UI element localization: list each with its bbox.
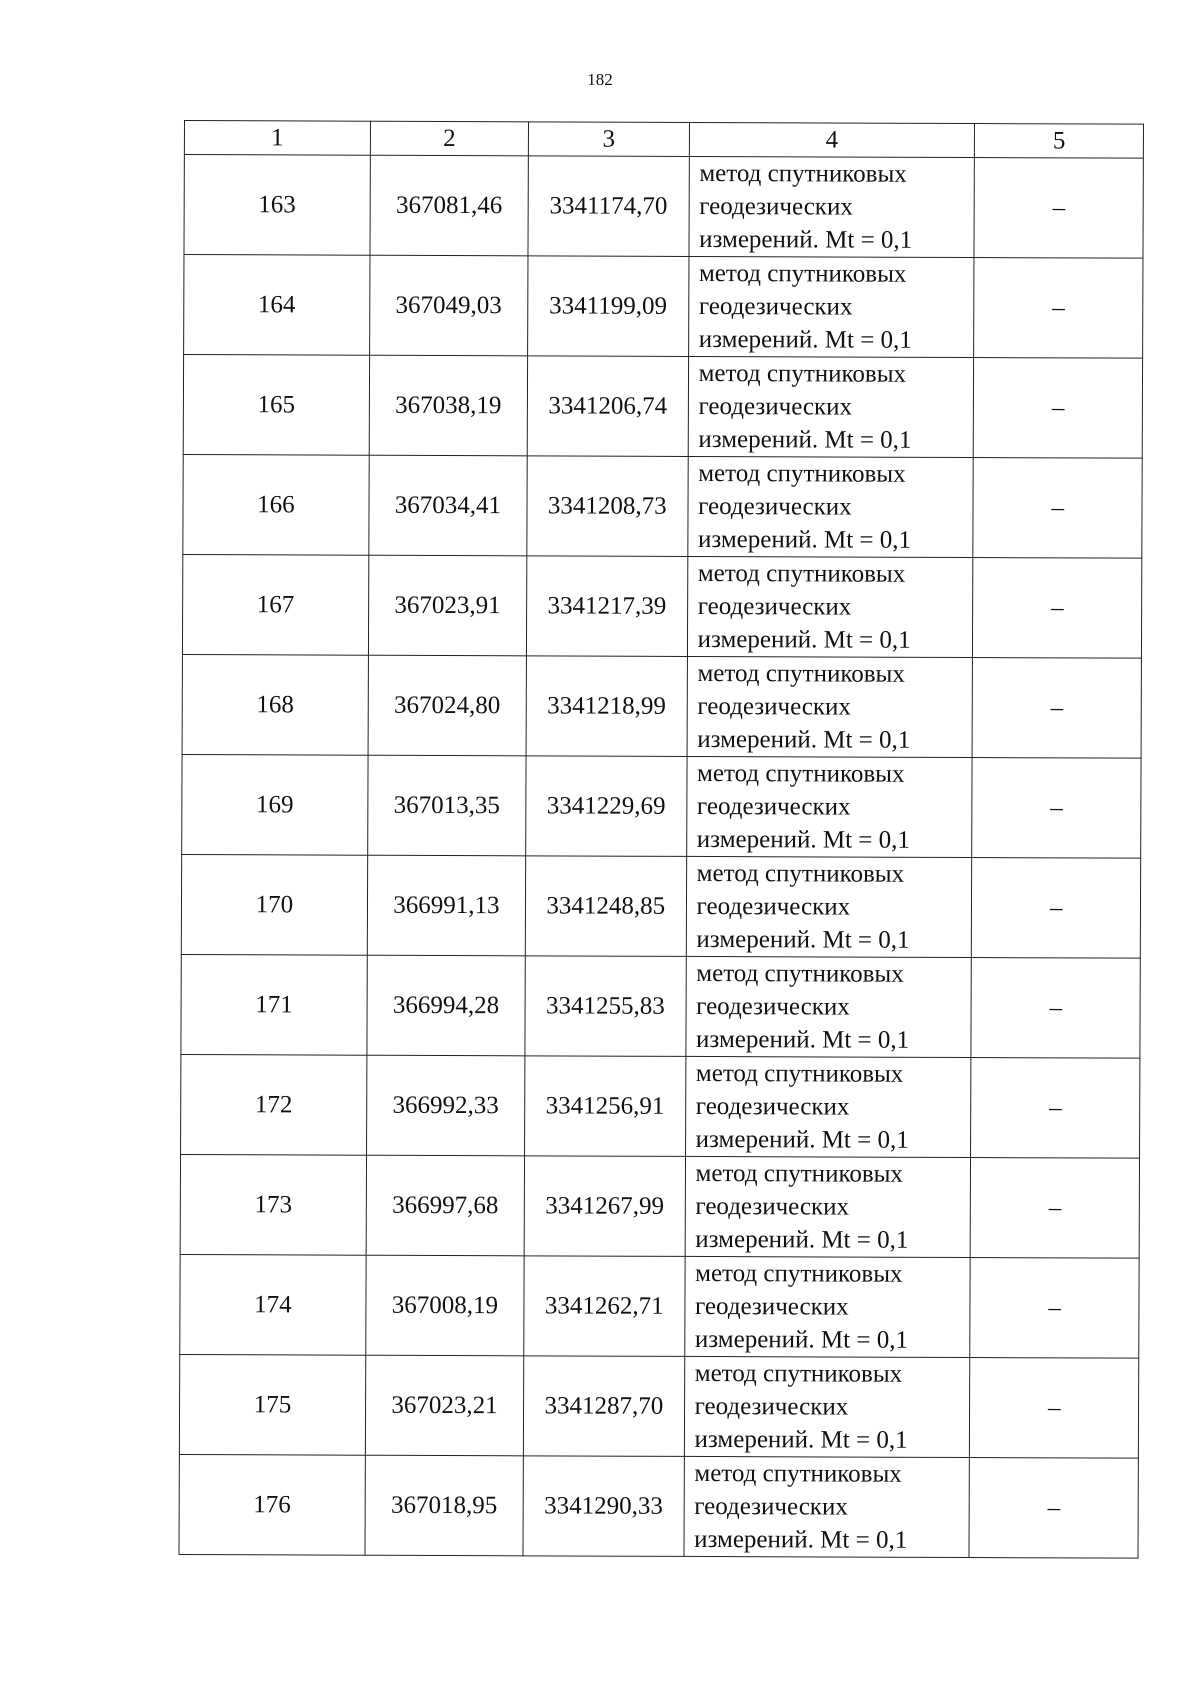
table-row — [179, 1354, 1138, 1458]
coordinate-y: 3341290,33 — [523, 1456, 684, 1557]
coordinate-x: 367013,35 — [368, 755, 527, 856]
point-number: 176 — [179, 1454, 365, 1555]
method-line-1: метод спутниковых — [696, 959, 904, 988]
method-description — [684, 1256, 970, 1357]
coordinate-y: 3341208,73 — [527, 456, 688, 557]
table-row — [183, 355, 1142, 459]
table-row — [181, 954, 1140, 1058]
table-row — [184, 255, 1143, 359]
column-header-1: 1 — [184, 121, 370, 156]
extra-value: – — [972, 758, 1141, 859]
extra-value: – — [972, 858, 1141, 959]
extra-value: – — [971, 1058, 1140, 1159]
method-line-2: геодезических — [698, 492, 852, 521]
method-description — [684, 1356, 970, 1457]
method-line-3: измерений. Mt = 0,1 — [696, 825, 910, 854]
column-header-4: 4 — [689, 122, 975, 157]
method-description — [686, 956, 972, 1057]
extra-value: – — [973, 558, 1142, 659]
method-line-3: измерений. Mt = 0,1 — [695, 1225, 909, 1254]
method-line-1: метод спутниковых — [694, 1459, 902, 1488]
extra-value: – — [972, 658, 1141, 759]
point-number: 173 — [180, 1154, 366, 1255]
table-row — [182, 754, 1141, 858]
method-description — [687, 656, 973, 757]
method-line-1: метод спутниковых — [697, 559, 906, 588]
coordinate-y: 3341206,74 — [527, 356, 688, 457]
method-line-3: измерений. Mt = 0,1 — [697, 625, 911, 654]
point-number: 168 — [182, 654, 368, 755]
coordinate-x: 367018,95 — [365, 1455, 524, 1556]
method-description — [687, 556, 973, 657]
coordinate-x: 366997,68 — [366, 1155, 525, 1256]
coordinate-y: 3341248,85 — [525, 856, 686, 957]
method-line-1: метод спутниковых — [697, 759, 905, 788]
coordinate-y: 3341217,39 — [526, 556, 687, 657]
method-line-3: измерений. Mt = 0,1 — [696, 925, 910, 954]
coordinate-y: 3341262,71 — [524, 1256, 685, 1357]
point-number: 175 — [179, 1354, 365, 1455]
coordinate-x: 367038,19 — [369, 355, 528, 456]
method-line-2: геодезических — [699, 192, 853, 221]
method-description — [688, 356, 974, 457]
method-line-3: измерений. Mt = 0,1 — [699, 225, 913, 254]
coordinate-x: 366992,33 — [366, 1055, 525, 1156]
table-row — [179, 1454, 1138, 1558]
method-line-2: геодезических — [694, 1292, 849, 1321]
method-description — [688, 256, 974, 357]
coordinate-x: 366994,28 — [367, 955, 526, 1056]
header-row — [184, 121, 1143, 159]
method-line-2: геодезических — [698, 292, 853, 321]
point-number: 163 — [184, 155, 370, 256]
method-line-2: геодезических — [698, 392, 853, 421]
extra-value: – — [969, 1458, 1138, 1559]
point-number: 164 — [184, 255, 370, 356]
method-line-2: геодезических — [694, 1492, 848, 1521]
coordinate-x: 367081,46 — [370, 155, 529, 256]
extra-value: – — [974, 158, 1143, 259]
table-row — [180, 1254, 1139, 1358]
coordinate-y: 3341255,83 — [525, 956, 686, 1057]
point-number: 172 — [181, 1054, 367, 1155]
extra-value: – — [974, 358, 1143, 459]
method-line-2: геодезических — [694, 1392, 849, 1421]
coordinate-y: 3341199,09 — [528, 256, 689, 357]
method-line-3: измерений. Mt = 0,1 — [698, 325, 912, 354]
method-description — [686, 856, 972, 957]
method-description — [689, 156, 975, 257]
table-row — [180, 1154, 1139, 1258]
column-header-2: 2 — [370, 121, 528, 156]
column-header-3: 3 — [528, 122, 689, 157]
table-row — [183, 454, 1142, 558]
coordinates-table — [178, 120, 1144, 1559]
method-line-1: метод спутниковых — [695, 1059, 904, 1088]
method-line-1: метод спутниковых — [698, 259, 907, 288]
coordinate-y: 3341229,69 — [526, 756, 687, 857]
method-line-3: измерений. Mt = 0,1 — [697, 725, 911, 754]
table-header — [184, 121, 1143, 159]
column-header-5: 5 — [975, 124, 1144, 159]
table-row — [181, 854, 1140, 958]
extra-value: – — [970, 1358, 1139, 1459]
method-line-1: метод спутниковых — [696, 859, 905, 888]
coordinate-x: 367023,91 — [368, 555, 527, 656]
method-line-3: измерений. Mt = 0,1 — [695, 1125, 909, 1154]
method-line-2: геодезических — [696, 892, 851, 921]
point-number: 166 — [183, 454, 369, 555]
coordinate-x: 367023,21 — [365, 1355, 524, 1456]
coordinate-x: 367034,41 — [369, 455, 528, 556]
method-description — [684, 1456, 970, 1557]
method-line-2: геодезических — [697, 592, 852, 621]
table-row — [182, 654, 1141, 758]
method-description — [687, 456, 973, 557]
method-line-3: измерений. Mt = 0,1 — [698, 425, 912, 454]
point-number: 167 — [182, 554, 368, 655]
method-line-2: геодезических — [695, 1192, 850, 1221]
point-number: 174 — [180, 1254, 366, 1355]
coordinate-y: 3341218,99 — [526, 656, 687, 757]
page-number: 182 — [587, 70, 613, 89]
method-line-1: метод спутниковых — [698, 459, 906, 488]
coordinate-y: 3341256,91 — [525, 1056, 686, 1157]
method-line-2: геодезических — [696, 992, 850, 1021]
method-line-2: геодезических — [697, 692, 851, 721]
extra-value: – — [971, 1158, 1140, 1259]
method-line-2: геодезических — [695, 1092, 850, 1121]
method-description — [685, 1056, 971, 1157]
coordinate-x: 367024,80 — [368, 655, 527, 756]
method-description — [686, 756, 972, 857]
method-line-3: измерений. Mt = 0,1 — [694, 1425, 908, 1454]
table-row — [184, 155, 1143, 259]
coordinate-y: 3341174,70 — [528, 156, 689, 257]
method-line-1: метод спутниковых — [699, 159, 907, 188]
coordinate-x: 367008,19 — [366, 1255, 525, 1356]
method-line-2: геодезических — [696, 792, 851, 821]
extra-value: – — [974, 258, 1143, 359]
method-line-3: измерений. Mt = 0,1 — [696, 1025, 910, 1054]
method-line-1: метод спутниковых — [697, 659, 905, 688]
method-line-1: метод спутниковых — [694, 1359, 903, 1388]
method-description — [685, 1156, 971, 1257]
method-line-1: метод спутниковых — [695, 1159, 904, 1188]
table-row — [182, 554, 1141, 658]
point-number: 165 — [183, 355, 369, 456]
coordinate-x: 366991,13 — [367, 855, 526, 956]
coordinate-y: 3341267,99 — [524, 1156, 685, 1257]
method-line-1: метод спутниковых — [695, 1259, 903, 1288]
point-number: 170 — [181, 854, 367, 955]
point-number: 169 — [182, 754, 368, 855]
method-line-3: измерений. Mt = 0,1 — [694, 1525, 908, 1554]
method-line-3: измерений. Mt = 0,1 — [694, 1325, 909, 1354]
method-line-3: измерений. Mt = 0,1 — [697, 525, 912, 554]
coordinate-y: 3341287,70 — [523, 1356, 684, 1457]
method-line-1: метод спутниковых — [698, 359, 907, 388]
point-number: 171 — [181, 954, 367, 1055]
table-body — [179, 155, 1143, 1559]
extra-value: – — [973, 458, 1142, 559]
extra-value: – — [970, 1258, 1139, 1359]
extra-value: – — [971, 958, 1140, 1059]
coordinate-x: 367049,03 — [369, 255, 528, 356]
table-row — [181, 1054, 1140, 1158]
